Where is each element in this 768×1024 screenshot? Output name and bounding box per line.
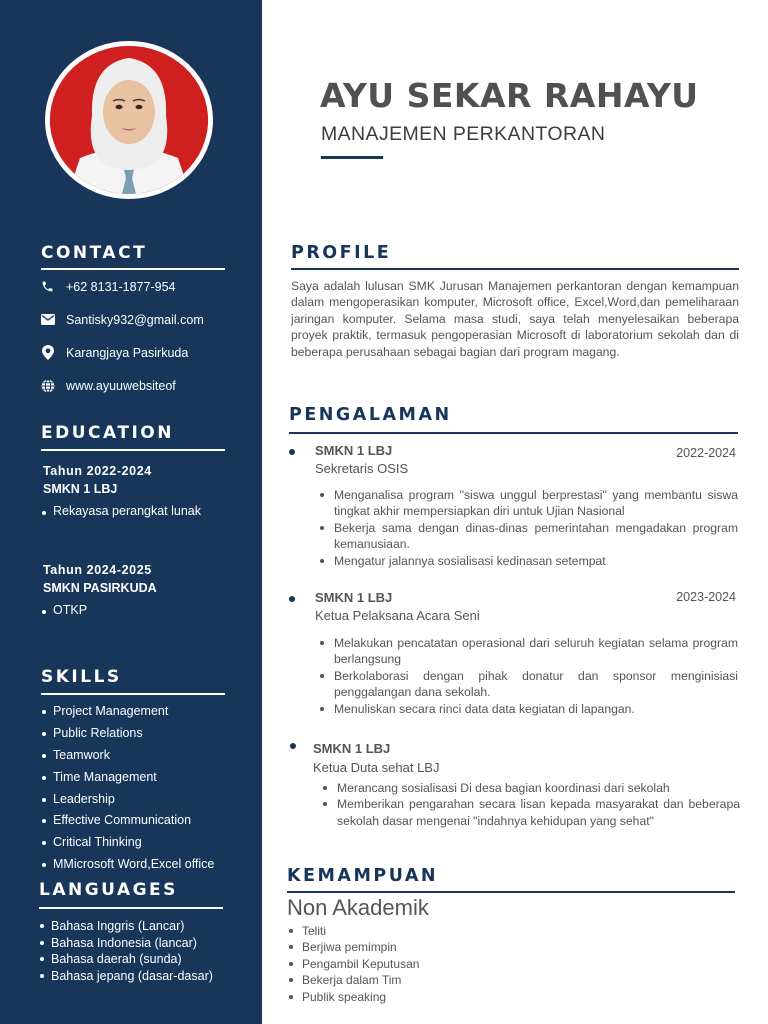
skill-item: Public Relations	[41, 723, 214, 745]
experience-years: 2022-2024	[676, 446, 736, 460]
skill-item: Time Management	[41, 767, 214, 789]
duty-item: Bekerja sama dengan dinas-dinas pemerintahan mengadakan program kemanusiaan.	[315, 520, 738, 553]
duty-item: Berkolaborasi dengan pihak donatur dan sponsor menginisiasi penggalangan dana sekolah.	[315, 668, 738, 701]
contact-phone	[40, 279, 175, 294]
contact-phone-text: +62 8131-1877-954	[66, 279, 176, 294]
education-major: Rekayasa perangkat lunak	[41, 504, 201, 518]
contact-heading: CONTACT	[41, 243, 148, 263]
language-item: Bahasa jepang (dasar-dasar)	[39, 968, 213, 985]
experience-org: SMKN 1 LBJ	[315, 443, 393, 458]
abilities-list	[287, 923, 419, 1005]
language-item: Bahasa Indonesia (lancar)	[39, 935, 213, 952]
job-title: MANAJEMEN PERKANTORAN	[321, 123, 606, 145]
education-divider	[41, 449, 225, 451]
profile-photo	[50, 46, 208, 194]
abilities-heading: KEMAMPUAN	[287, 866, 439, 886]
skills-list	[41, 701, 214, 876]
ability-item: Bekerja dalam Tim	[287, 972, 419, 988]
education-major: OTKP	[41, 603, 87, 617]
ability-item: Berjiwa pemimpin	[287, 939, 419, 955]
experience-position: Ketua Duta sehat LBJ	[313, 760, 440, 775]
full-name: AYU SEKAR RAHAYU	[320, 76, 699, 115]
skills-heading: SKILLS	[41, 667, 122, 687]
contact-email	[40, 312, 204, 327]
language-item: Bahasa Inggris (Lancar)	[39, 918, 213, 935]
contact-email-text: Santisky932@gmail.com	[66, 312, 204, 327]
profile-heading: PROFILE	[291, 243, 392, 263]
duty-item: Menganalisa program "siswa unggul berprestasi" yang membantu siswa tingkat akhir mempersiapkan diri untuk Ujian Nasional	[315, 487, 738, 520]
bullet-dot-icon	[289, 449, 295, 455]
bullet-dot-icon	[289, 596, 295, 602]
location-pin-icon	[40, 345, 55, 360]
education-year: Tahun 2022-2024	[43, 464, 152, 478]
skill-item: Project Management	[41, 701, 214, 723]
languages-divider	[39, 907, 223, 909]
experience-position: Ketua Pelaksana Acara Seni	[315, 608, 480, 623]
phone-icon	[40, 279, 55, 294]
sidebar	[0, 0, 262, 1024]
experience-divider	[289, 432, 738, 434]
profile-divider	[291, 268, 739, 270]
experience-duties	[315, 635, 738, 717]
skill-item: MMicrosoft Word,Excel office	[41, 854, 214, 876]
duty-item: Melakukan pencatatan operasional dari seluruh kegiatan selama program berlangsung	[315, 635, 738, 668]
contact-address	[40, 345, 188, 360]
duty-item: Mengatur jalannya sosialisasi kedinasan setempat	[315, 553, 738, 569]
duty-item: Merancang sosialisasi Di desa bagian koordinasi dari sekolah	[318, 780, 740, 796]
experience-duties	[315, 487, 738, 569]
duty-item: Memberikan pengarahan secara lisan kepada masyarakat dan beberapa sekolah dasar mengenai "indahnya kehidupan yang sehat"	[318, 796, 740, 829]
contact-website-text: www.ayuuwebsiteof	[66, 378, 176, 393]
duty-item: Menuliskan secara rinci data data kegiatan di lapangan.	[315, 701, 738, 717]
skills-divider	[41, 693, 225, 695]
contact-website	[40, 378, 176, 393]
bullet-dot-icon	[290, 743, 296, 749]
education-major-list	[41, 504, 201, 518]
experience-position: Sekretaris OSIS	[315, 461, 409, 476]
globe-icon	[40, 378, 55, 393]
skill-item: Critical Thinking	[41, 832, 214, 854]
ability-item: Teliti	[287, 923, 419, 939]
experience-duties	[318, 780, 740, 829]
skill-item: Effective Communication	[41, 810, 214, 832]
contact-address-text: Karangjaya Pasirkuda	[66, 345, 189, 360]
title-underline	[321, 156, 383, 159]
mail-icon	[40, 312, 55, 327]
language-item: Bahasa daerah (sunda)	[39, 951, 213, 968]
skill-item: Leadership	[41, 789, 214, 811]
contact-divider	[41, 268, 225, 270]
education-year: Tahun 2024-2025	[43, 563, 152, 577]
education-heading: EDUCATION	[41, 423, 174, 443]
abilities-category: Non Akademik	[287, 895, 429, 920]
experience-org: SMKN 1 LBJ	[313, 741, 391, 756]
profile-summary: Saya adalah lulusan SMK Jurusan Manajemen perkantoran dengan kemampuan dalam mengoperasikan komputer, Microsoft office, Excel,Word,dan pemeliharaan jaringan komputer. Selama masa studi, saya telah menyelesaikan beberapa proyek praktik, termasuk pengoperasian Microsoft di laboratorium sekolah dan di beberapa perusahaan sebagai bagian dari program magang.	[291, 279, 739, 359]
experience-years: 2023-2024	[676, 590, 736, 604]
experience-heading: PENGALAMAN	[289, 405, 452, 425]
languages-list	[39, 918, 213, 984]
abilities-divider	[287, 891, 735, 893]
profile-photo-frame	[45, 41, 213, 199]
education-school: SMKN PASIRKUDA	[43, 581, 157, 595]
languages-heading: LANGUAGES	[39, 880, 178, 900]
education-major-list	[41, 603, 87, 617]
ability-item: Pengambil Keputusan	[287, 956, 419, 972]
skill-item: Teamwork	[41, 745, 214, 767]
education-school: SMKN 1 LBJ	[43, 482, 118, 496]
ability-item: Publik speaking	[287, 989, 419, 1005]
experience-org: SMKN 1 LBJ	[315, 590, 393, 605]
